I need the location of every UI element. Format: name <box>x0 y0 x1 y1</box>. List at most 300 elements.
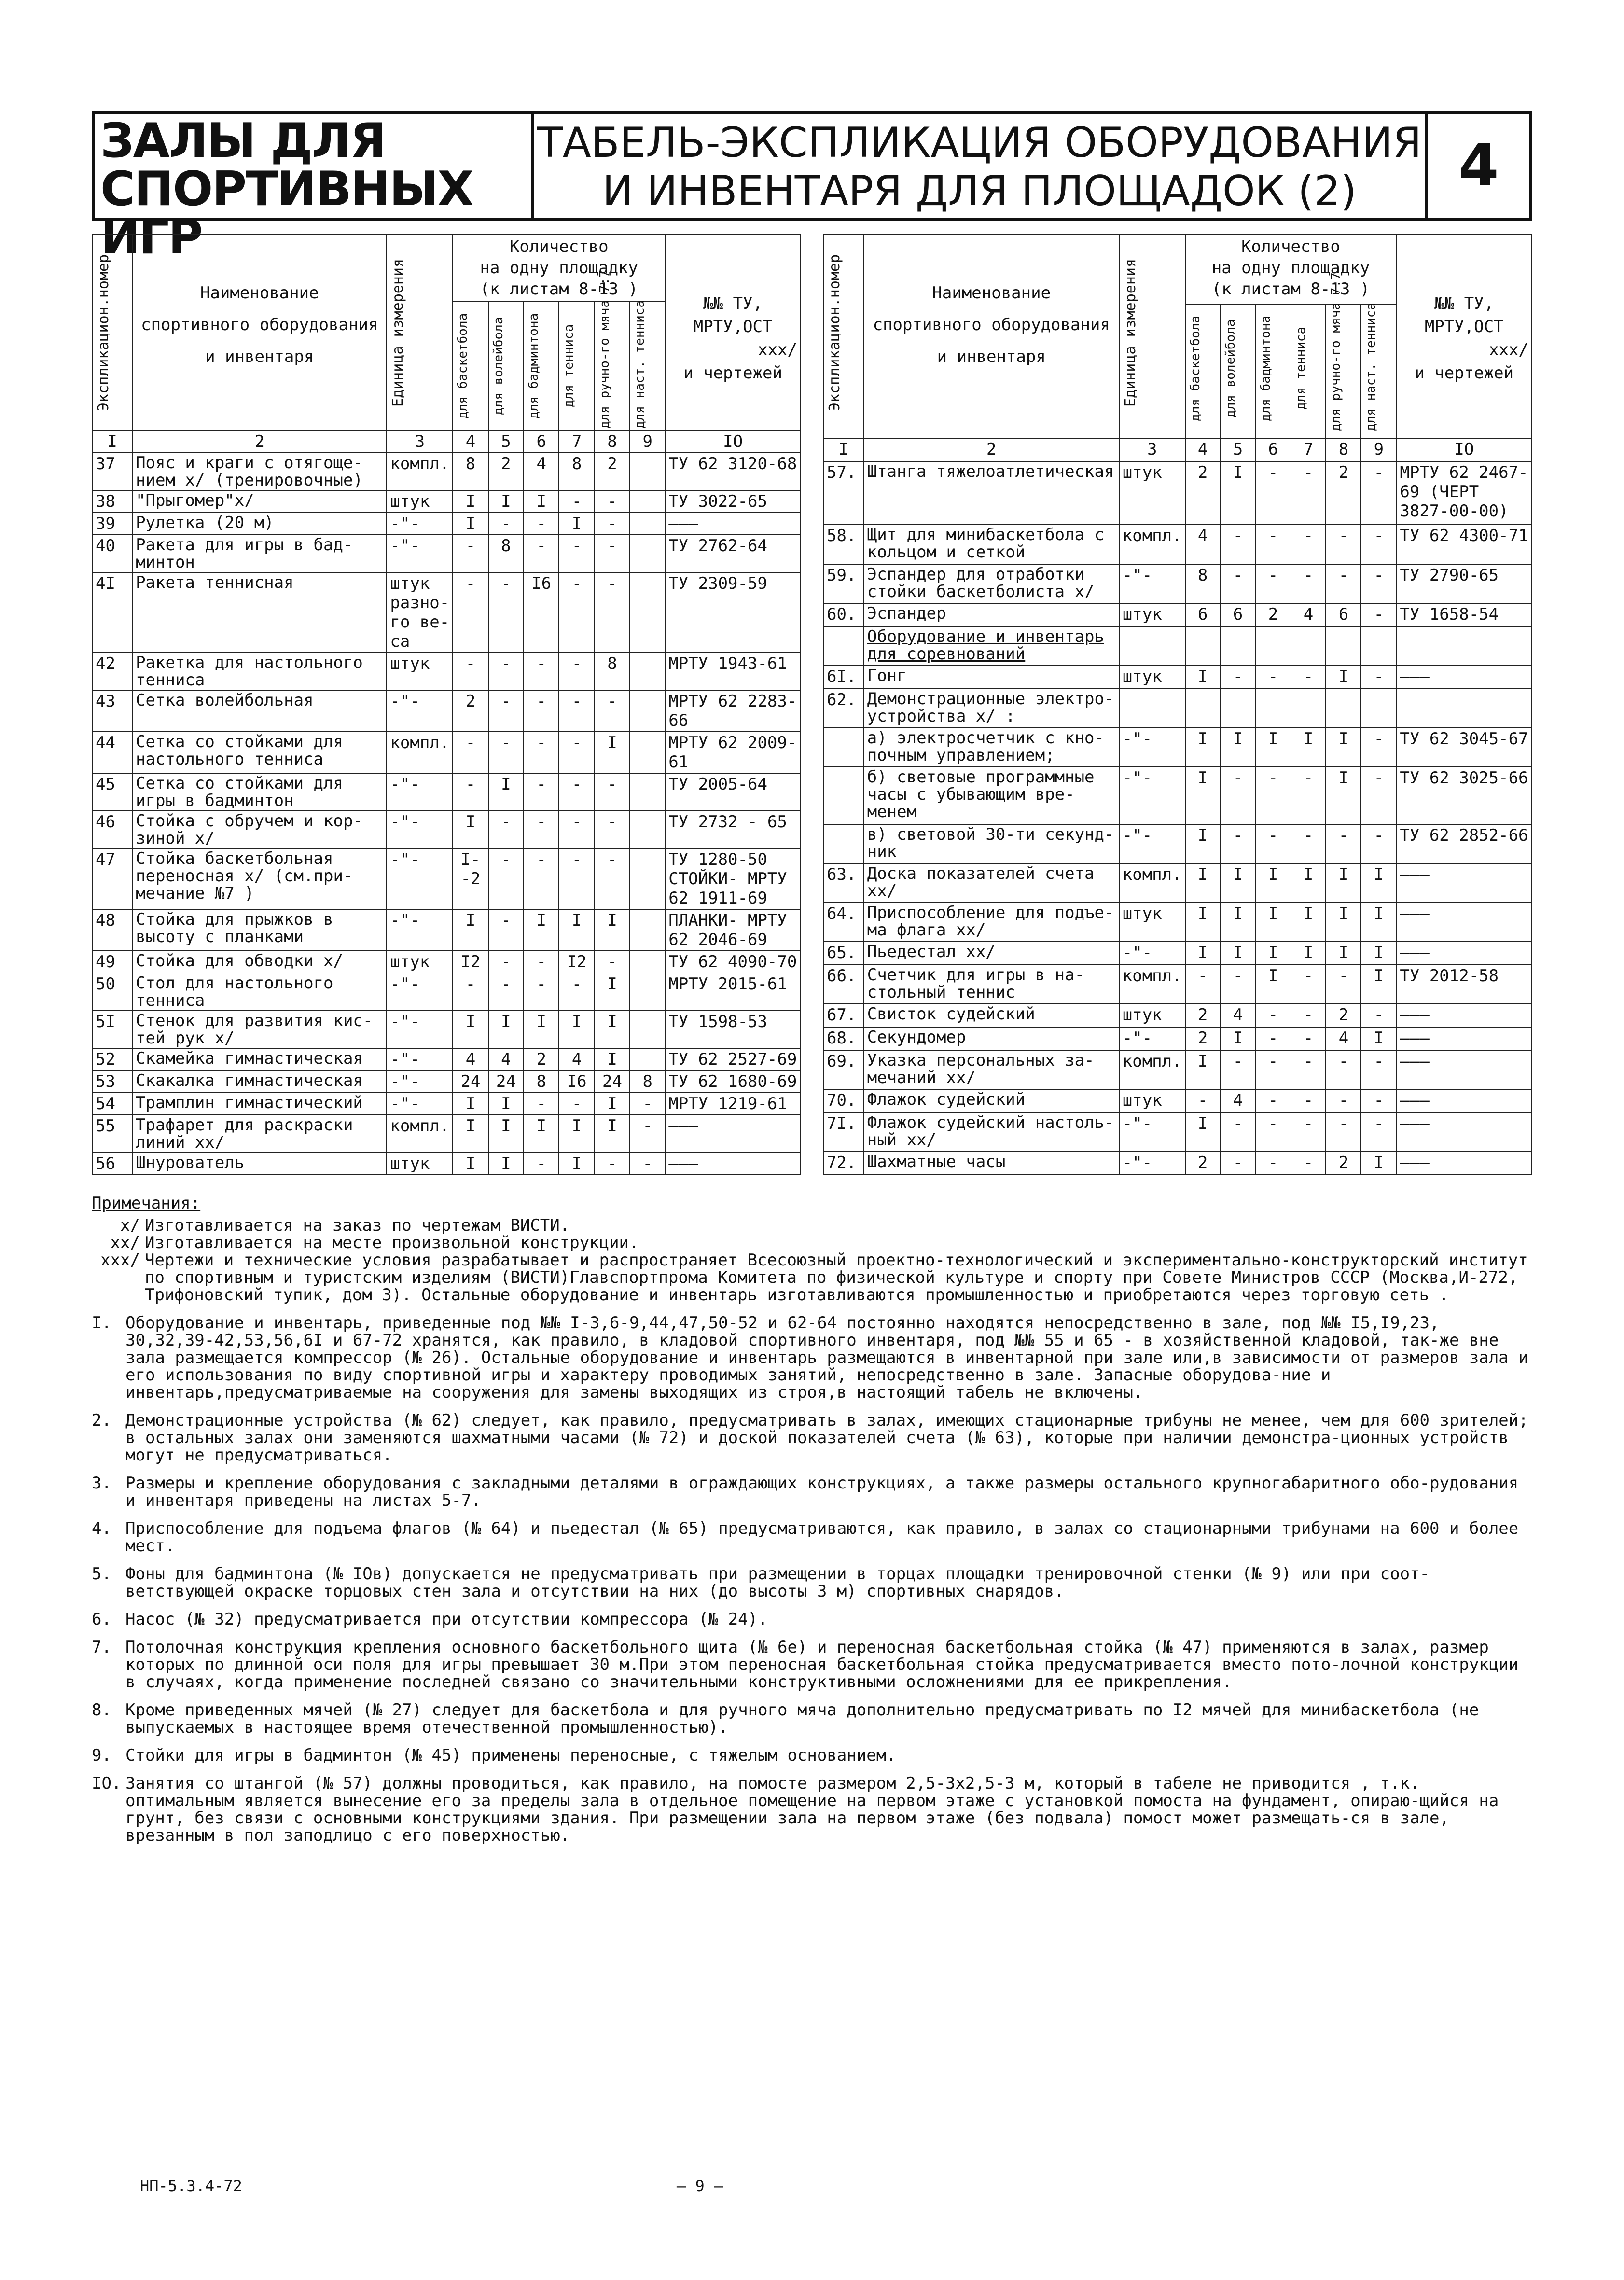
quantity-value <box>630 973 665 1011</box>
table-row <box>823 863 1532 903</box>
quantity-value: - <box>1361 603 1396 626</box>
column-number: 3 <box>387 431 453 453</box>
quantity-value <box>630 453 665 490</box>
equipment-name: Рулетка (20 м) <box>132 513 387 535</box>
quantity-value: I <box>1361 863 1396 903</box>
row-number: 48 <box>92 909 132 951</box>
tu-reference: ТУ 2732 - 65 <box>665 811 801 848</box>
quantity-value: 6 <box>1221 603 1256 626</box>
col-sport-label: для тенниса <box>1293 327 1308 410</box>
footnote-mark: хх/ <box>110 1233 140 1252</box>
col-header-sport-5 <box>595 269 630 431</box>
unit-value: штук <box>387 490 453 513</box>
quantity-value: 4 <box>1326 1027 1361 1050</box>
row-number: 55 <box>92 1115 132 1153</box>
table-row <box>92 572 801 653</box>
quantity-value: - <box>1361 1089 1396 1112</box>
quantity-value: - <box>559 811 594 848</box>
table-row <box>92 535 801 572</box>
equipment-name: Стенок для развития кис-тей рук х/ <box>132 1011 387 1048</box>
col-tu-label-1: №№ ТУ, <box>1434 294 1494 313</box>
equipment-name: Сетка волейбольная <box>132 690 387 732</box>
row-number: 7I. <box>823 1112 864 1152</box>
equipment-name: "Прыгомер"х/ <box>132 490 387 513</box>
tu-reference: ——— <box>1396 1027 1532 1050</box>
quantity-value: - <box>1291 1152 1326 1175</box>
quantity-value: - <box>1256 1004 1291 1027</box>
quantity-value: - <box>559 690 594 732</box>
equipment-table-right <box>823 234 1532 1175</box>
note-item <box>92 1611 1532 1628</box>
col-header-sport-4 <box>1291 304 1326 438</box>
quantity-value: - <box>1221 1152 1256 1175</box>
quantity-value: - <box>524 690 559 732</box>
quantity-value: - <box>1256 1112 1291 1152</box>
quantity-value: - <box>559 572 594 653</box>
footer <box>140 2177 723 2195</box>
column-number: 5 <box>488 431 524 453</box>
row-number: 47 <box>92 848 132 909</box>
row-number: 68. <box>823 1027 864 1050</box>
col-header-sport-5 <box>1326 272 1361 438</box>
quantity-value <box>630 732 665 773</box>
table-row <box>823 1089 1532 1112</box>
table-row <box>823 689 1532 728</box>
column-number: 5 <box>1221 438 1256 461</box>
quantity-value: - <box>559 773 594 811</box>
row-number: 53 <box>92 1070 132 1093</box>
note-item <box>92 1701 1532 1736</box>
quantity-value: I <box>1185 728 1221 767</box>
note-item <box>92 1565 1532 1600</box>
column-number: IO <box>665 431 801 453</box>
equipment-name: Секундомер <box>864 1027 1119 1050</box>
quantity-value: - <box>595 848 630 909</box>
quantity-value: I <box>1221 728 1256 767</box>
quantity-value: I <box>1326 863 1361 903</box>
row-number: 5I <box>92 1011 132 1048</box>
quantity-value <box>630 653 665 690</box>
quantity-value: - <box>1221 666 1256 689</box>
quantity-value: 8 <box>595 653 630 690</box>
table-row <box>823 903 1532 942</box>
note-item <box>92 1314 1532 1401</box>
unit-value <box>1119 626 1185 666</box>
tu-reference <box>1396 689 1532 728</box>
quantity-value: - <box>1326 1050 1361 1089</box>
row-number: 49 <box>92 951 132 973</box>
column-number: 9 <box>1361 438 1396 461</box>
table-row <box>823 525 1532 564</box>
quantity-value: - <box>524 653 559 690</box>
row-number: 58. <box>823 525 864 564</box>
unit-value: -"- <box>1119 728 1185 767</box>
quantity-value: - <box>1291 1089 1326 1112</box>
quantity-value: - <box>1361 767 1396 824</box>
col-sport-label: для тенниса <box>562 324 577 407</box>
quantity-value: - <box>1221 1112 1256 1152</box>
quantity-value: 24 <box>595 1070 630 1093</box>
equipment-name: Счетчик для игры в на-стольный теннис <box>864 965 1119 1004</box>
col-header-unit <box>1119 235 1185 438</box>
row-number: 54 <box>92 1093 132 1115</box>
table-row <box>823 824 1532 863</box>
col-tu-label-2: МРТУ,ОСТ <box>1424 317 1504 336</box>
col-name-label-2: спортивного оборудования <box>873 315 1110 334</box>
quantity-value: I <box>453 490 488 513</box>
quantity-value: - <box>559 653 594 690</box>
unit-value: -"- <box>1119 1112 1185 1152</box>
quantity-value: - <box>488 690 524 732</box>
row-number: 60. <box>823 603 864 626</box>
unit-value: -"- <box>387 973 453 1011</box>
footnote-text: Чертежи и технические условия разрабатывает и распространяет Всесоюзный проектно-технологический и экспериментально-конструкторский институт по спортивным и туристским изделиям (ВИСТИ)Главспортпрома Комитета по физической культуре и спорту при Совете Министров СССР (Москва,И-272, Трифоновский тупик, дом 3). Остальные оборудование и инвентарь изготавливаются промышленностью и приобретаются через торговую сеть . <box>145 1251 1528 1305</box>
col-sport-label: для ручно-го мяча 7:7 <box>1329 272 1344 431</box>
quantity-value: 8 <box>1185 564 1221 603</box>
equipment-name: Шахматные часы <box>864 1152 1119 1175</box>
quantity-value: - <box>1291 965 1326 1004</box>
quantity-value: I <box>453 1011 488 1048</box>
table-row <box>92 973 801 1011</box>
equipment-name: Стол для настольного тенниса <box>132 973 387 1011</box>
quantity-value: - <box>524 773 559 811</box>
quantity-value: I <box>1361 1027 1396 1050</box>
subtitle-line-2: И ИНВЕНТАРЯ ДЛЯ ПЛОЩАДОК (2) <box>602 167 1357 215</box>
quantity-value <box>1221 626 1256 666</box>
tu-reference: ——— <box>1396 863 1532 903</box>
quantity-value: - <box>524 951 559 973</box>
quantity-value: I <box>1326 666 1361 689</box>
quantity-value: 2 <box>488 453 524 490</box>
quantity-value: I <box>1361 965 1396 1004</box>
quantity-value: - <box>453 653 488 690</box>
col-header-sport-1 <box>453 302 488 431</box>
col-tu-label-4: и чертежей <box>683 363 782 383</box>
tu-reference: МРТУ 62 2009-61 <box>665 732 801 773</box>
table-row <box>92 951 801 973</box>
row-number: 66. <box>823 965 864 1004</box>
equipment-name: Флажок судейский настоль-ный хх/ <box>864 1112 1119 1152</box>
unit-value: -"- <box>387 513 453 535</box>
quantity-value: I <box>559 909 594 951</box>
quantity-value: I <box>1361 942 1396 965</box>
col-header-sport-6 <box>1361 304 1396 438</box>
table-row <box>92 1048 801 1070</box>
document-title <box>95 113 534 265</box>
row-number: 4I <box>92 572 132 653</box>
row-number: 40 <box>92 535 132 572</box>
column-number: I <box>823 438 864 461</box>
quantity-value: - <box>1291 1027 1326 1050</box>
equipment-name: Пьедестал хх/ <box>864 942 1119 965</box>
tu-reference: ТУ 2309-59 <box>665 572 801 653</box>
quantity-value: - <box>488 811 524 848</box>
equipment-name: Шнурователь <box>132 1153 387 1175</box>
quantity-value: 24 <box>453 1070 488 1093</box>
footnote-mark: х/ <box>120 1216 140 1235</box>
quantity-value: I6 <box>559 1070 594 1093</box>
table-row <box>823 666 1532 689</box>
quantity-value <box>1256 626 1291 666</box>
title-line-2: СПОРТИВНЫХ ИГР <box>100 162 473 265</box>
unit-value: -"- <box>1119 942 1185 965</box>
tu-reference: ПЛАНКИ- МРТУ 62 2046-69 <box>665 909 801 951</box>
tu-reference: ——— <box>1396 1004 1532 1027</box>
quantity-value: I <box>1361 903 1396 942</box>
quantity-value: I <box>453 1115 488 1153</box>
col-number-label: Экспликацион.номер <box>826 254 843 411</box>
row-number: 50 <box>92 973 132 1011</box>
equipment-name: Ракета теннисная <box>132 572 387 653</box>
col-header-sport-1 <box>1185 304 1221 438</box>
quantity-value <box>1326 689 1361 728</box>
col-header-unit <box>387 235 453 431</box>
column-number: 4 <box>1185 438 1221 461</box>
tu-reference: ТУ 62 3120-68 <box>665 453 801 490</box>
quantity-value: - <box>559 490 594 513</box>
quantity-value: I <box>1256 942 1291 965</box>
col-header-sport-3 <box>524 302 559 431</box>
table-row <box>823 603 1532 626</box>
quantity-value: - <box>1361 1050 1396 1089</box>
unit-value: -"- <box>387 1070 453 1093</box>
equipment-name: Ракетка для настольного тенниса <box>132 653 387 690</box>
quantity-value: I <box>1256 965 1291 1004</box>
page <box>92 111 1532 1844</box>
unit-value: штук <box>387 1153 453 1175</box>
tu-reference: ——— <box>665 513 801 535</box>
quantity-value: - <box>595 572 630 653</box>
note-item <box>92 1775 1532 1844</box>
quantity-value: - <box>524 848 559 909</box>
quantity-value: 8 <box>488 535 524 572</box>
quantity-value: - <box>1256 824 1291 863</box>
col-header-sport-2 <box>1221 304 1256 438</box>
note-text: Фоны для бадминтона (№ IOв) допускается не предусматривать при размещении в торцах площадки тренировочной стенки (№ 9) или при соот-ветствующей окраске торцовых стен зала и отсутствии на них (до высоты 3 м) спортивных снарядов. <box>125 1564 1430 1601</box>
col-sport-label: для бадминтона <box>527 313 541 419</box>
equipment-name: Сетка со стойками для игры в бадминтон <box>132 773 387 811</box>
unit-value: -"- <box>1119 1152 1185 1175</box>
row-number: 69. <box>823 1050 864 1089</box>
quantity-value: I2 <box>559 951 594 973</box>
table-row <box>92 909 801 951</box>
note-number: 2. <box>92 1411 111 1430</box>
unit-value: компл. <box>1119 863 1185 903</box>
equipment-name: Стойка с обручем и кор-зиной х/ <box>132 811 387 848</box>
quantity-value: I <box>595 1011 630 1048</box>
column-number: 4 <box>453 431 488 453</box>
col-header-name <box>864 235 1119 438</box>
quantity-value: I <box>559 513 594 535</box>
quantity-value: I <box>488 1115 524 1153</box>
quantity-value: - <box>453 973 488 1011</box>
quantity-value <box>1256 689 1291 728</box>
col-number-label: Экспликацион.номер <box>95 254 112 411</box>
quantity-value: 2 <box>1185 1027 1221 1050</box>
col-qty-label-2: на одну площадку <box>480 258 638 278</box>
quantity-value: I <box>1221 1027 1256 1050</box>
quantity-value: - <box>1291 525 1326 564</box>
quantity-value: - <box>1221 564 1256 603</box>
tu-reference <box>1396 626 1532 666</box>
quantity-value: 2 <box>524 1048 559 1070</box>
column-number: I <box>92 431 132 453</box>
row-number <box>823 626 864 666</box>
col-sport-label: для волейбола <box>1223 319 1238 418</box>
col-header-quantity <box>453 235 665 302</box>
col-tu-label-4: и чертежей <box>1415 363 1514 383</box>
table-row <box>92 453 801 490</box>
quantity-value: I <box>1291 942 1326 965</box>
row-number: 6I. <box>823 666 864 689</box>
col-sport-label: для наст. тенниса <box>633 300 648 429</box>
quantity-value: - <box>524 1153 559 1175</box>
quantity-value: - <box>1256 1050 1291 1089</box>
quantity-value: 24 <box>488 1070 524 1093</box>
quantity-value: - <box>1361 461 1396 525</box>
col-name-label-1: Наименование <box>932 283 1051 303</box>
quantity-value: - <box>1291 1112 1326 1152</box>
column-number: IO <box>1396 438 1532 461</box>
quantity-value: 2 <box>1256 603 1291 626</box>
quantity-value: - <box>1256 767 1291 824</box>
unit-value: -"- <box>387 773 453 811</box>
quantity-value: I <box>595 1093 630 1115</box>
quantity-value: I <box>453 909 488 951</box>
row-number: 57. <box>823 461 864 525</box>
quantity-value <box>1291 626 1326 666</box>
tu-reference: ——— <box>1396 1112 1532 1152</box>
column-number: 8 <box>1326 438 1361 461</box>
equipment-name: Демонстрационные электро-устройства х/ : <box>864 689 1119 728</box>
quantity-value: 4 <box>453 1048 488 1070</box>
col-unit-label: Единица измерения <box>1122 258 1139 407</box>
quantity-value: I <box>1221 942 1256 965</box>
column-number: 7 <box>1291 438 1326 461</box>
tu-reference: ТУ 62 1680-69 <box>665 1070 801 1093</box>
quantity-value: - <box>630 1115 665 1153</box>
quantity-value: 8 <box>453 453 488 490</box>
table-row <box>823 1027 1532 1050</box>
quantity-value: 8 <box>559 453 594 490</box>
quantity-value: - <box>1291 824 1326 863</box>
quantity-value <box>630 690 665 732</box>
quantity-value: - <box>488 732 524 773</box>
quantity-value: - <box>1361 525 1396 564</box>
note-item <box>92 1639 1532 1691</box>
equipment-name: Доска показателей счета хх/ <box>864 863 1119 903</box>
quantity-value: I <box>559 1153 594 1175</box>
tu-reference: ТУ 2012-58 <box>1396 965 1532 1004</box>
quantity-value: - <box>524 811 559 848</box>
column-number: 6 <box>524 431 559 453</box>
table-row <box>823 942 1532 965</box>
col-tu-label-2: МРТУ,ОСТ <box>693 317 773 336</box>
row-number: 46 <box>92 811 132 848</box>
quantity-value: - <box>1256 564 1291 603</box>
tu-reference: МРТУ 1943-61 <box>665 653 801 690</box>
quantity-value: 2 <box>1326 1004 1361 1027</box>
tu-reference: ——— <box>665 1115 801 1153</box>
equipment-table-left <box>92 234 801 1175</box>
col-qty-label-1: Количество <box>1241 237 1340 256</box>
row-number: 59. <box>823 564 864 603</box>
quantity-value: I <box>595 1115 630 1153</box>
footnote <box>92 1234 1532 1251</box>
footnote-text: Изготавливается на заказ по чертежам ВИСТИ. <box>145 1216 570 1235</box>
quantity-value: I <box>595 909 630 951</box>
unit-value: -"- <box>387 1048 453 1070</box>
table-row <box>92 1093 801 1115</box>
unit-value: штук <box>1119 461 1185 525</box>
quantity-value: - <box>488 572 524 653</box>
table-row <box>823 767 1532 824</box>
quantity-value: - <box>1291 767 1326 824</box>
quantity-value: - <box>488 513 524 535</box>
table-row <box>92 1153 801 1175</box>
quantity-value: I <box>453 1153 488 1175</box>
unit-value: -"- <box>1119 767 1185 824</box>
equipment-name: Свисток судейский <box>864 1004 1119 1027</box>
unit-value: -"- <box>1119 1027 1185 1050</box>
equipment-name: а) электросчетчик с кно-почным управлением; <box>864 728 1119 767</box>
col-unit-label: Единица измерения <box>389 258 407 407</box>
col-sport-label: для ручно-го мяча 7:7 <box>597 269 612 429</box>
row-number: 62. <box>823 689 864 728</box>
equipment-name: Стойка баскетбольная переносная х/ (см.при-мечание №7 ) <box>132 848 387 909</box>
unit-value: -"- <box>1119 564 1185 603</box>
col-header-quantity <box>1185 235 1397 304</box>
note-text: Приспособление для подъема флагов (№ 64) и пьедестал (№ 65) предусматриваются, как правило, в залах со стационарными трибунами на 600 и более мест. <box>125 1519 1519 1556</box>
tu-reference: ТУ 2005-64 <box>665 773 801 811</box>
quantity-value: 6 <box>1326 603 1361 626</box>
tu-reference: МРТУ 62 2467-69 (ЧЕРТ 3827-00-00) <box>1396 461 1532 525</box>
quantity-value: - <box>488 653 524 690</box>
quantity-value: I <box>1185 824 1221 863</box>
quantity-value: I <box>1221 863 1256 903</box>
quantity-value: - <box>524 513 559 535</box>
equipment-name: Стойка для прыжков в высоту с планками <box>132 909 387 951</box>
table-row <box>823 1050 1532 1089</box>
tu-reference: ——— <box>1396 1050 1532 1089</box>
tu-reference: ТУ 62 3045-67 <box>1396 728 1532 767</box>
quantity-value: I <box>488 773 524 811</box>
row-number: 63. <box>823 863 864 903</box>
table-row <box>823 626 1532 666</box>
footnote <box>92 1251 1532 1304</box>
quantity-value: 2 <box>1326 1152 1361 1175</box>
tu-reference: ——— <box>1396 942 1532 965</box>
quantity-value <box>1185 626 1221 666</box>
table-row <box>92 1070 801 1093</box>
tu-reference: ТУ 62 4300-71 <box>1396 525 1532 564</box>
table-header-row <box>92 235 801 302</box>
col-qty-label-2: на одну площадку <box>1211 258 1370 278</box>
quantity-value: - <box>1361 1112 1396 1152</box>
quantity-value: - <box>1256 1089 1291 1112</box>
tu-reference: МРТУ 62 2283-66 <box>665 690 801 732</box>
quantity-value: I <box>1291 728 1326 767</box>
col-sport-label: для бадминтона <box>1258 315 1273 421</box>
quantity-value: I <box>1291 903 1326 942</box>
quantity-value: I <box>1185 863 1221 903</box>
quantity-value: I <box>1256 903 1291 942</box>
table-row <box>92 653 801 690</box>
quantity-value <box>630 773 665 811</box>
unit-value: компл. <box>1119 525 1185 564</box>
quantity-value: 2 <box>1185 461 1221 525</box>
quantity-value: - <box>595 1153 630 1175</box>
